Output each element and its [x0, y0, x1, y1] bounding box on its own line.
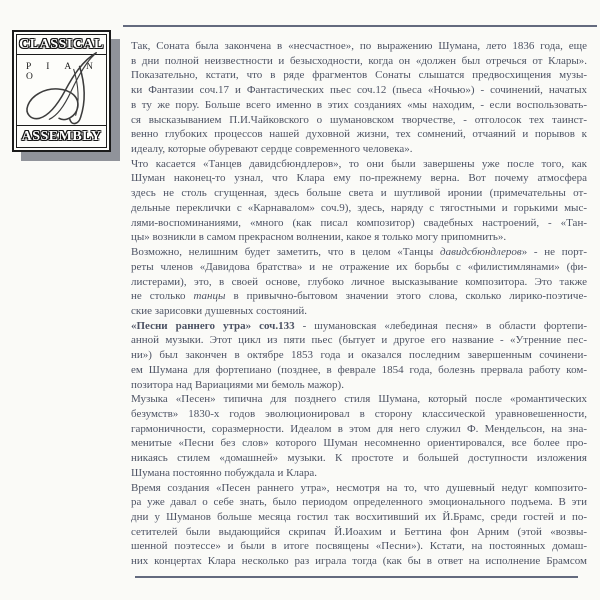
text-line: менитые «Песни без слов» которого Шуман несомненно ориентировался, все более про- — [131, 437, 587, 450]
text-line: Шуман наконец-то узнал, что Клара ему по-прежнему верна. Вот почему атмосфера — [131, 172, 587, 185]
text-line: не столько танцы в привычно-бытовом значении этого слова, сколько лирико-поэтиче- — [131, 290, 587, 303]
text-line: ем Шумана для фортепиано (позднее, в феврале 1854 года, болезнь прервала работу ком- — [131, 363, 587, 376]
text-line: листерами), это, в своей основе, глубоко личное высказывание композитора. Это также — [131, 275, 587, 288]
text-line: дни у Шуманов больше месяца гостил так восхитивший их Й.Брамс, среди гостей и по- — [131, 511, 587, 523]
text-line: Что касается «Танцев давидсбюндлеров», то они были завершены уже после того, как — [131, 157, 587, 170]
text-line: Показательно, кстати, что в ряде фрагментов Сонаты слышатся предвосхищения музы- — [131, 69, 587, 82]
text-line: ки Фантазии соч.17 и Фантастических пьес соч.12 (пьеса «Ночью») - сочинений, начатых — [131, 84, 587, 97]
top-rule — [123, 25, 597, 27]
text-line: безумств» 1830-х годов эволюционировал в сторону классической уравновешенности, — [131, 407, 587, 420]
text-line: Возможно, нелишним будет заметить, что в целом «Танцы давидсбюндлеров» - не порт- — [131, 246, 587, 259]
text-line: Время создания «Песен раннего утра», несмотря на то, что душевный недуг композито- — [131, 481, 587, 494]
bottom-rule — [135, 576, 578, 578]
text-line: Шумана постоянно побуждала и Клара. — [131, 466, 318, 479]
text-line: Музыка «Песен» типична для позднего стиля Шумана, который после «романтических — [131, 393, 587, 406]
logo-inner-frame — [16, 34, 107, 148]
text-line: гармоничности, соразмерности. Идеалом в этом для него служил Ф. Мендельсон, на зна- — [131, 422, 587, 435]
text-line: позитора над Вариациями ми бемоль мажор). — [131, 378, 344, 391]
logo-word-assembly: ASSEMBLY — [17, 125, 106, 147]
text-line: Так, Соната была закончена в «несчастное», по выражению Шумана, лето 1836 года, еще — [131, 40, 587, 52]
text-line: цы» возникли в самом прекрасном волнении, какое я только могу припомнить». — [131, 231, 507, 244]
logo-word-piano: P I A N O — [26, 62, 100, 82]
text-line: шенной поэтессе» и были в итоге посвящены «Песни»). Кстати, на постоянных домаш- — [131, 540, 587, 553]
text-line: анной музыки. Этот цикл из пяти пьес (бытует и другое его название - «Утренние пес- — [131, 334, 587, 347]
text-line: них концертах Клара несколько раз играла тогда (как бы в ответ на исполнение Брамсом — [131, 555, 587, 568]
text-line: идеалу, которые обуревают сердце современного человека». — [131, 143, 413, 156]
text-line: в ту же пору. Больше всего именно в этих созданиях «мы находим, - если воспользовать- — [131, 98, 587, 111]
text-line: лями-воспоминаниями, «много (как писал композитор) свадебных настроений, - «Тан- — [131, 216, 587, 229]
text-line: ни») был закончен в октябре 1853 года и оказался последним завершенным сочинени- — [131, 349, 587, 362]
text-line: «Песни раннего утра» соч.133 - шумановская «лебединая песня» в области фортепи- — [131, 319, 587, 332]
article-text — [131, 39, 587, 569]
text-line: ские зарисовки душевных состояний. — [131, 304, 308, 317]
script-letter-a-icon — [18, 48, 106, 128]
classical-piano-assembly-logo — [12, 30, 111, 152]
text-line: сетителей были выдающийся скрипач Й.Иоахим и Беттина фон Арним (этой «возвы- — [131, 525, 587, 538]
text-line: никаясь стилем «домашней» музыки. К простоте и большей доступности изложения — [131, 452, 587, 465]
logo-word-classical: CLASSICAL — [17, 35, 106, 55]
text-line: в дни полной неизвестности и безысходности, когда он «должен был отречься от Клары». — [131, 54, 587, 67]
text-line: венно глубоких процессов нашей духовной жизни, тех сомнений, отчаяний и порывов к — [131, 128, 587, 141]
text-line: здесь не столь сгущенная, здесь больше света и шутливой иронии (примечательны от- — [131, 187, 587, 200]
text-line: дельные переклички с «Карнавалом» соч.9), здесь, наряду с тягостными и горькими мыс- — [131, 201, 587, 214]
text-line: реты членов «Давидова братства» и не отражение их борьбы с «филистимлянами» (фи- — [131, 260, 587, 273]
text-line: ся высказыванием П.И.Чайковского о шумановском творчестве, - отголосок тех таинст- — [131, 113, 587, 126]
text-line: ра уже давал о себе знать, было периодом определенного эмоционального подъема. В эти — [131, 496, 587, 509]
